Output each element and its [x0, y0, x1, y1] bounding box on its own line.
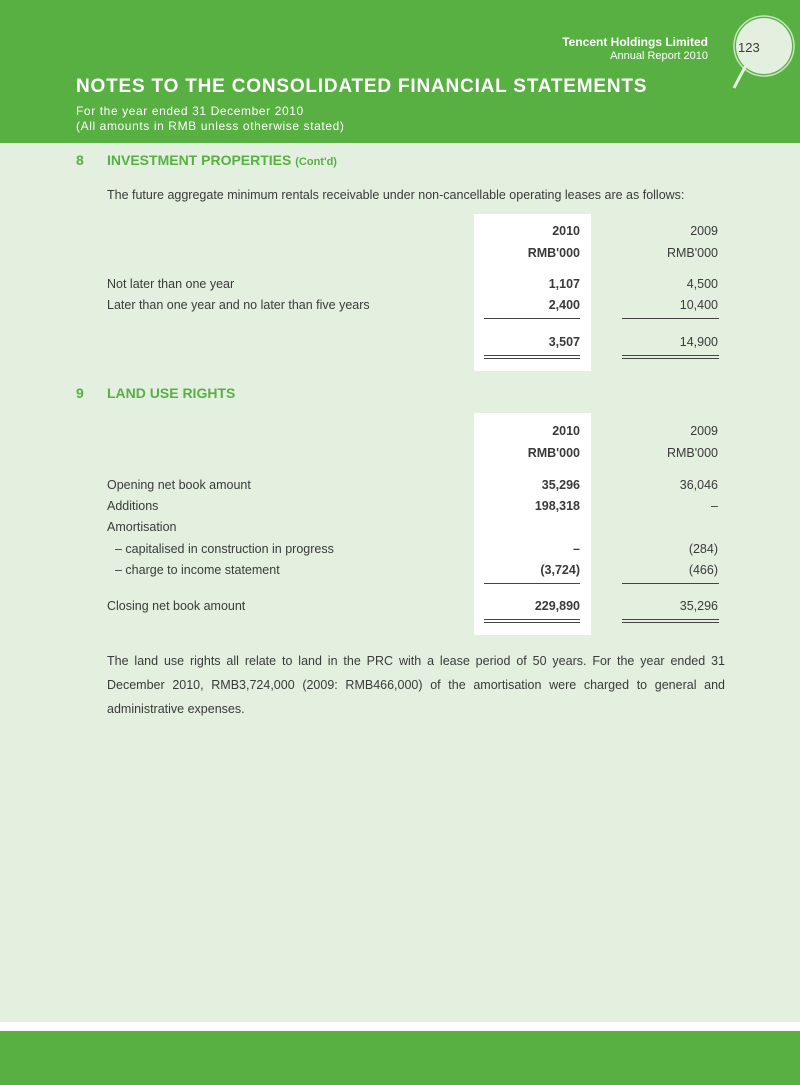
table1-row-label: Not later than one year	[107, 277, 235, 291]
table2-total-double-rule-2009	[622, 619, 719, 620]
table2-col-2009-unit: RMB'000	[666, 446, 718, 460]
table1-col-2010-year: 2010	[552, 224, 580, 238]
section-9-note: The land use rights all relate to land in the PRC with a lease period of 50 years. For the year ended 31 December 2010, RMB3,724,000 (2009: RMB466,000) of the amortisation were charged to general and administrative expenses.	[107, 654, 725, 716]
table2-row-label: Amortisation	[107, 520, 177, 534]
page-number: 123	[738, 40, 760, 55]
table1-total-2009: 14,900	[679, 335, 718, 349]
table2-row-label: Opening net book amount	[107, 478, 251, 492]
table1-subtotal-rule-2010	[484, 318, 580, 319]
table1-total-double-rule-2009	[622, 358, 719, 359]
table2-closing-label: Closing net book amount	[107, 599, 246, 613]
table1-row-2010: 2,400	[548, 298, 580, 312]
table1-total-double-rule-2009	[622, 355, 719, 356]
table2-closing-2010: 229,890	[534, 599, 580, 613]
table2-row-2009: (466)	[688, 563, 718, 577]
page-title: NOTES TO THE CONSOLIDATED FINANCIAL STATEMENTS	[76, 76, 648, 97]
table2-row-label: – charge to income statement	[115, 563, 280, 577]
table2-total-double-rule-2009	[622, 622, 719, 623]
section-8-number: 8	[76, 152, 84, 168]
table2-col-2010-unit: RMB'000	[527, 446, 580, 460]
table1-row-2009: 4,500	[686, 277, 718, 291]
table1-total-2010: 3,507	[548, 335, 580, 349]
table1-total-double-rule-2010	[484, 355, 580, 356]
page-subtitle-period: For the year ended 31 December 2010	[76, 104, 304, 118]
table2-row-label: Additions	[107, 499, 159, 513]
table2-row-2009: –	[711, 499, 718, 513]
page-subtitle-currency: (All amounts in RMB unless otherwise stated)	[76, 119, 345, 133]
table1-col-2009-unit: RMB'000	[666, 246, 718, 260]
table2-row-2010: –	[573, 542, 580, 556]
table2-row-2010: 198,318	[534, 499, 580, 513]
section-9-title: LAND USE RIGHTS	[107, 385, 236, 401]
table2-row-2009: 36,046	[679, 478, 718, 492]
table2-col-2010-year: 2010	[552, 424, 580, 438]
footer-bar	[0, 1031, 800, 1085]
table1-subtotal-rule-2009	[622, 318, 719, 319]
page-header	[0, 0, 800, 143]
table1-row-label: Later than one year and no later than five years	[107, 298, 370, 312]
table2-row-2010: 35,296	[541, 478, 580, 492]
section-9-number: 9	[76, 385, 84, 401]
table2-closing-2009: 35,296	[679, 599, 718, 613]
table2-row-2009: (284)	[688, 542, 718, 556]
table1-total-double-rule-2010	[484, 358, 580, 359]
table2-subtotal-rule-2009	[622, 583, 719, 584]
table2-total-double-rule-2010	[484, 622, 580, 623]
table2-col-2009-year: 2009	[690, 424, 718, 438]
company-name: Tencent Holdings Limited	[562, 35, 708, 49]
table1-row-2010: 1,107	[548, 277, 580, 291]
section-8-title	[107, 152, 337, 168]
section-8-title-text: INVESTMENT PROPERTIES	[107, 152, 292, 168]
section-8-intro: The future aggregate minimum rentals receivable under non-cancellable operating leases are as follows:	[107, 188, 685, 202]
report-name: Annual Report 2010	[610, 50, 708, 62]
table1-col-2010-unit: RMB'000	[527, 246, 580, 260]
table2-row-label: – capitalised in construction in progress	[115, 542, 334, 556]
section-8-title-suffix: (Cont'd)	[295, 156, 337, 168]
table2-row-2010: (3,724)	[540, 563, 580, 577]
table1-col-2009-year: 2009	[690, 224, 718, 238]
table2-subtotal-rule-2010	[484, 583, 580, 584]
table2-total-double-rule-2010	[484, 619, 580, 620]
table1-row-2009: 10,400	[679, 298, 718, 312]
